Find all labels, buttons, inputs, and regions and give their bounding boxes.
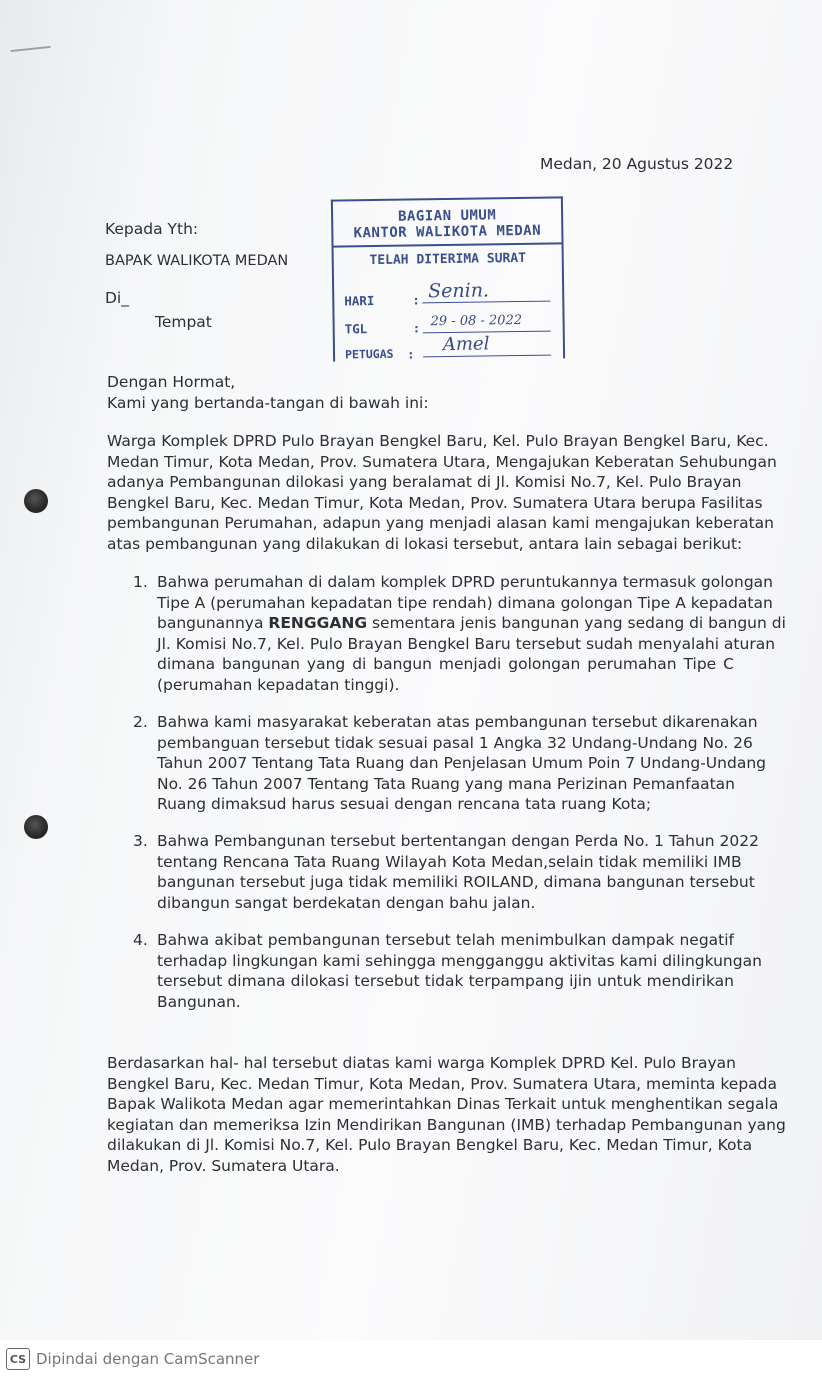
stamp-petugas-label: PETUGAS	[344, 346, 394, 362]
point-line: tersebut dimana dilokasi tersebut tidak terpampang ijin untuk mendirikan	[157, 972, 734, 990]
footer-text: Dipindai dengan CamScanner	[36, 1350, 260, 1368]
point-line: Bangunan.	[157, 992, 241, 1011]
point-1	[157, 572, 786, 695]
point-4	[157, 930, 762, 1012]
intro-line: Bengkel Baru, Kec. Medan Timur, Kota Medan, Prov. Sumatera Utara berupa Fasilitas	[107, 493, 763, 512]
point-3	[157, 831, 759, 913]
di-label: Di_	[105, 289, 129, 307]
point-line: No. 26 Tahun 2007 Tentang Tata Ruang yang mana Perizinan Pemanfaatan	[157, 774, 735, 793]
receipt-stamp	[331, 196, 565, 361]
camscanner-logo: CS	[6, 1348, 30, 1370]
intro-line: atas pembangunan yang dilakukan di lokasi tersebut, antara lain sebagai berikut:	[107, 534, 743, 553]
intro-line: Warga Komplek DPRD Pulo Brayan Bengkel Baru, Kel. Pulo Brayan Bengkel Baru, Kec.	[107, 432, 769, 450]
stamp-colon: :	[412, 320, 421, 336]
recipient: BAPAK WALIKOTA MEDAN	[105, 253, 289, 269]
point-line: bangunan tersebut juga tidak memiliki ROILAND, dimana bangunan tersebut	[157, 873, 755, 891]
stamp-colon: :	[406, 346, 415, 362]
point-line: Bahwa akibat pembangunan tersebut telah menimbulkan dampak negatif	[157, 931, 734, 949]
point-line: dimana bangunan yang di bangun menjadi golongan perumahan Tipe C	[157, 655, 734, 673]
intro-paragraph	[107, 431, 777, 554]
point-number: 2.	[133, 713, 148, 731]
stamp-tgl-value: 29 - 08 - 2022	[430, 312, 523, 330]
point-line: Bahwa kami masyarakat keberatan atas pembangunan tersebut dikarenakan	[157, 713, 758, 731]
closing-line: Bengkel Baru, Kec. Medan Timur, Kota Medan, Prov. Sumatera Utara, meminta kepada	[107, 1074, 777, 1093]
point-line: tentang Rencana Tata Ruang Wilayah Kota Medan,selain tidak memiliki IMB	[157, 852, 742, 871]
point-line: Bahwa perumahan di dalam komplek DPRD peruntukannya termasuk golongan	[157, 573, 773, 591]
point-number: 4.	[133, 931, 148, 949]
point-number: 3.	[133, 832, 148, 850]
point-line: Tipe A (perumahan kepadatan tipe rendah) dimana golongan Tipe A kepadatan	[157, 593, 773, 612]
stamp-line1: BAGIAN UMUM	[397, 207, 497, 225]
closing-line: dilakukan di Jl. Komisi No.7, Kel. Pulo Brayan Bengkel Baru, Kec. Medan Timur, Kota	[107, 1136, 753, 1154]
point-line: Bahwa Pembangunan tersebut bertentangan dengan Perda No. 1 Tahun 2022	[157, 832, 759, 850]
punch-hole	[24, 815, 48, 839]
to-label: Kepada Yth:	[105, 220, 199, 238]
point-line: dibangun sangat berdekatan dengan bahu jalan.	[157, 893, 536, 912]
stamp-tgl-label: TGL	[344, 321, 368, 337]
point-line: terhadap lingkungan kami sehingga mengganggu aktivitas kami dilingkungan	[157, 951, 762, 970]
point-line: pembanguan tersebut tidak sesuai pasal 1 Angka 32 Undang-Undang No. 26	[157, 733, 753, 752]
stamp-line3: TELAH DITERIMA SURAT	[369, 250, 527, 269]
closing-line: Medan, Prov. Sumatera Utara.	[107, 1156, 340, 1175]
stamp-line2: KANTOR WALIKOTA MEDAN	[353, 222, 542, 242]
scanner-footer	[0, 1340, 822, 1378]
stamp-hari-value: Senin.	[428, 279, 490, 303]
opening-line: Kami yang bertanda-tangan di bawah ini:	[107, 394, 429, 412]
closing-paragraph	[107, 1053, 786, 1176]
place: Tempat	[155, 313, 212, 331]
point-line: Jl. Komisi No.7, Kel. Pulo Brayan Bengkel Baru tersebut sudah menyalahi aturan	[157, 634, 776, 653]
letter-date: Medan, 20 Agustus 2022	[540, 155, 734, 173]
stamp-colon: :	[412, 292, 420, 308]
stamp-divider	[334, 242, 562, 247]
closing-line: kegiatan dan memeriksa Izin Mendirikan Bangunan (IMB) terhadap Pembangunan yang	[107, 1115, 786, 1134]
greeting: Dengan Hormat,	[107, 373, 236, 391]
point-line: (perumahan kepadatan tinggi).	[157, 675, 400, 694]
point-line: Ruang dimaksud harus sesuai dengan rencana tata ruang Kota;	[157, 795, 652, 813]
staple-mark	[9, 36, 50, 52]
stamp-hari-label: HARI	[344, 293, 375, 309]
closing-line: Berdasarkan hal- hal tersebut diatas kami warga Komplek DPRD Kel. Pulo Brayan	[107, 1054, 736, 1072]
intro-line: adanya Pembangunan dilokasi yang beralamat di Jl. Komisi No.7, Kel. Pulo Brayan	[107, 473, 742, 491]
point-line: Tahun 2007 Tentang Tata Ruang dan Penjelasan Umum Poin 7 Undang-Undang	[157, 754, 766, 772]
intro-line: Medan Timur, Kota Medan, Prov. Sumatera Utara, Mengajukan Keberatan Sehubungan	[107, 452, 777, 471]
point-number: 1.	[133, 573, 148, 591]
point-2	[157, 712, 766, 815]
intro-line: pembangunan Perumahan, adapun yang menjadi alasan kami mengajukan keberatan	[107, 514, 774, 532]
stamp-petugas-value: Amel	[442, 333, 490, 356]
punch-hole	[24, 489, 48, 513]
closing-line: Bapak Walikota Medan agar memerintahkan Dinas Terkait untuk menghentikan segala	[107, 1095, 779, 1113]
point-line: bangunannya RENGGANG sementara jenis bangunan yang sedang di bangun di	[157, 614, 786, 632]
